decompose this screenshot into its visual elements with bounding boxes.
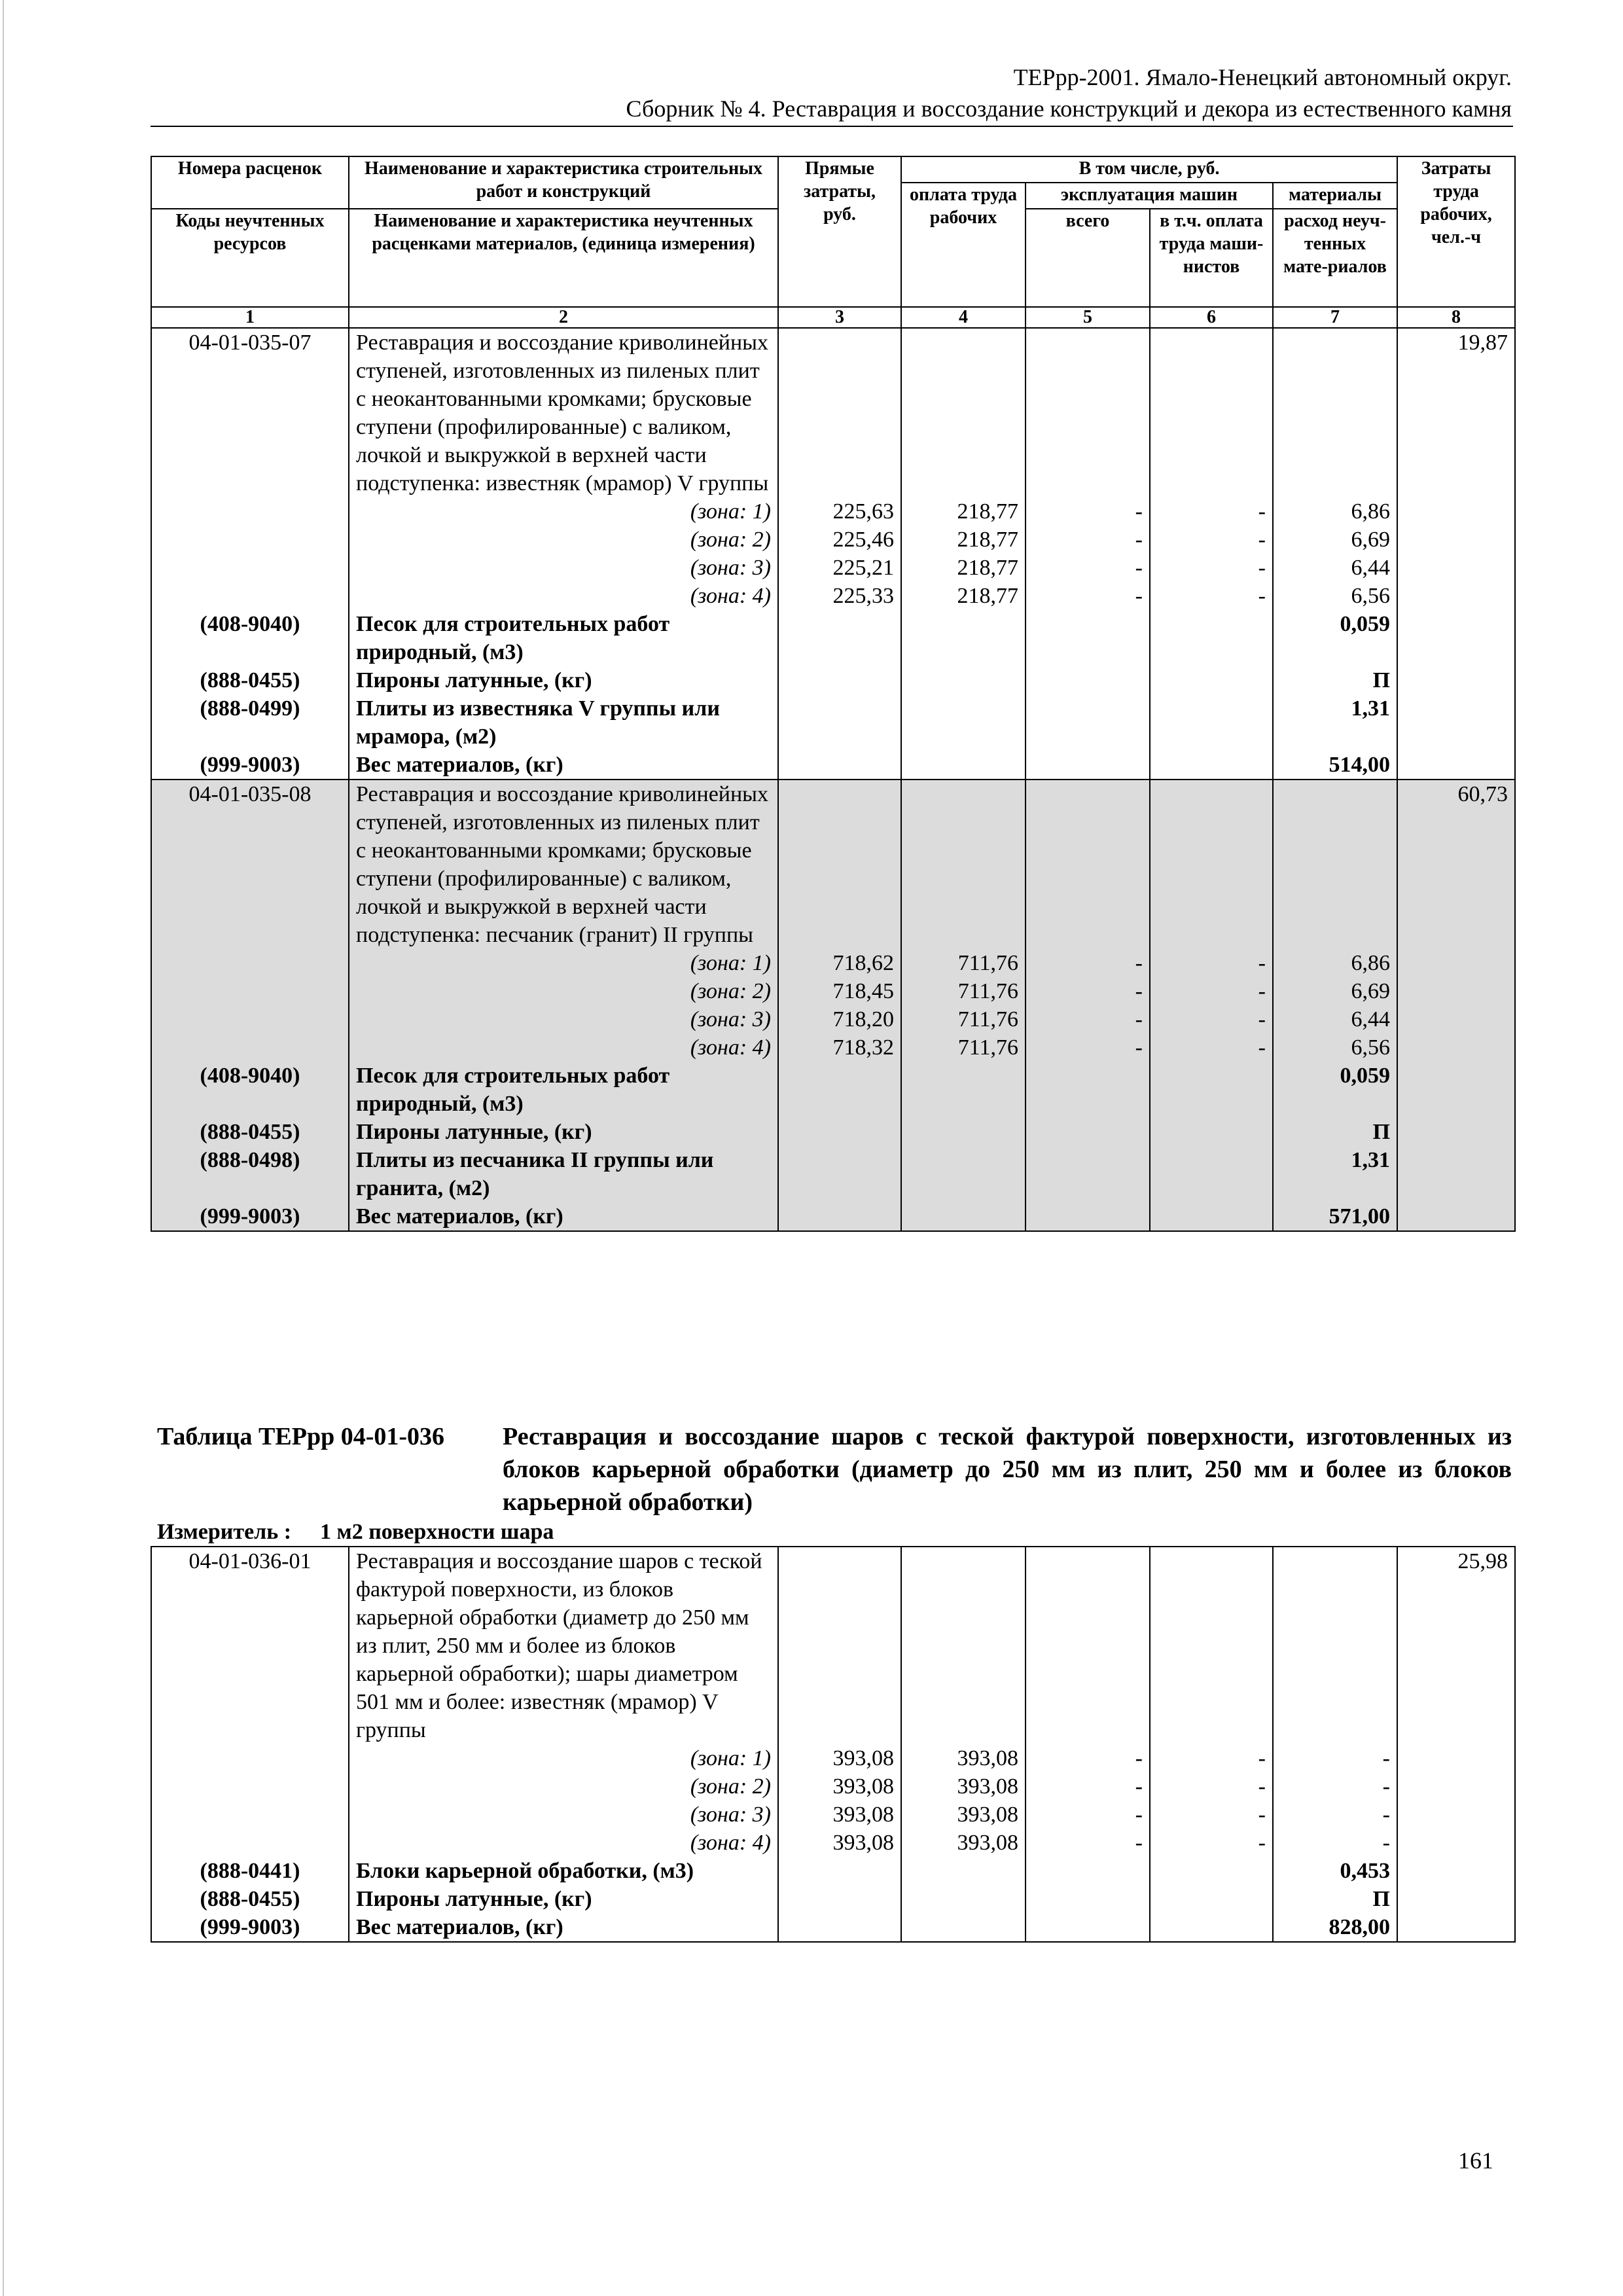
operators-wages: - (1150, 949, 1273, 977)
wages: 711,76 (901, 977, 1026, 1005)
wages: 393,08 (901, 1829, 1026, 1857)
measure-value: 1 м2 поверхности шара (320, 1520, 554, 1544)
machines-total: - (1026, 977, 1150, 1005)
resource-value: 0,059 (1273, 610, 1397, 666)
page-number: 161 (1458, 2147, 1493, 2174)
direct-costs: 393,08 (778, 1829, 901, 1857)
labor-cost: 60,73 (1397, 780, 1515, 949)
resource-code: (888-0455) (151, 1118, 349, 1146)
resource-value: 0,059 (1273, 1062, 1397, 1118)
resource-code: (999-9003) (151, 751, 349, 780)
resource-value: П (1273, 1118, 1397, 1146)
col-materials-group: материалы (1273, 183, 1397, 209)
resource-row (151, 1885, 1515, 1913)
wages: 393,08 (901, 1772, 1026, 1801)
resource-value: 828,00 (1273, 1913, 1397, 1942)
running-header-title: ТЕРрр-2001. Ямало-Ненецкий автономный округ. (1013, 64, 1512, 90)
resource-code: (888-0441) (151, 1857, 349, 1885)
direct-costs: 393,08 (778, 1772, 901, 1801)
col-work-name: Наименование и характеристика строительных работ и конструкций (349, 156, 778, 209)
zone-label: (зона: 4) (349, 582, 778, 610)
direct-costs: 225,63 (778, 497, 901, 526)
col-labor-costs: Затраты труда рабочих, чел.-ч (1397, 156, 1515, 307)
labor-cost: 25,98 (1397, 1547, 1515, 1744)
zone-label: (зона: 2) (349, 1772, 778, 1801)
resource-name: Плиты из песчаника II группы или гранита, (м2) (349, 1146, 778, 1202)
resource-row (151, 1857, 1515, 1885)
resource-name: Вес материалов, (кг) (349, 1202, 778, 1231)
rates-table-2 (151, 1546, 1516, 1943)
rate-row (151, 328, 1515, 497)
zone-label: (зона: 2) (349, 526, 778, 554)
measure-label: Измеритель : (157, 1520, 292, 1544)
wages: 218,77 (901, 554, 1026, 582)
rate-name: Реставрация и воссоздание криволинейных ступеней, изготовленных из пиленых плит с неокантованными кромками; брусковые ступени (профилированные) с валиком, лочкой и выкружкой в верхней части подступенка: песчаник (гранит) II группы (349, 780, 778, 949)
zone-row (151, 554, 1515, 582)
zone-row (151, 526, 1515, 554)
zone-row (151, 949, 1515, 977)
resource-row (151, 1202, 1515, 1231)
resource-code: (888-0499) (151, 694, 349, 751)
wages: 218,77 (901, 582, 1026, 610)
wages: 218,77 (901, 497, 1026, 526)
resource-code: (408-9040) (151, 610, 349, 666)
resource-row (151, 1146, 1515, 1202)
machines-total: - (1026, 1772, 1150, 1801)
zone-row (151, 1005, 1515, 1033)
resource-name: Песок для строительных работ природный, (м3) (349, 1062, 778, 1118)
resource-name: Пироны латунные, (кг) (349, 666, 778, 694)
operators-wages: - (1150, 554, 1273, 582)
col-machines-group: эксплуатация машин (1026, 183, 1273, 209)
zone-row (151, 1772, 1515, 1801)
materials-cost: - (1273, 1772, 1397, 1801)
zone-row (151, 1033, 1515, 1062)
table-header (151, 156, 1515, 307)
zone-row (151, 582, 1515, 610)
table-label: Таблица ТЕРрр 04-01-036 (157, 1423, 445, 1450)
resource-code: (888-0455) (151, 666, 349, 694)
col-machines-total: всего (1026, 209, 1150, 307)
resource-value: 1,31 (1273, 694, 1397, 751)
materials-cost: 6,56 (1273, 1033, 1397, 1062)
zone-row (151, 1829, 1515, 1857)
rate-row (151, 780, 1515, 949)
machines-total: - (1026, 1005, 1150, 1033)
rate-code: 04-01-035-07 (151, 328, 349, 497)
resource-code: (999-9003) (151, 1913, 349, 1942)
materials-cost: - (1273, 1829, 1397, 1857)
machines-total: - (1026, 554, 1150, 582)
resource-row (151, 610, 1515, 666)
wages: 711,76 (901, 1005, 1026, 1033)
materials-cost: 6,86 (1273, 497, 1397, 526)
resource-name: Пироны латунные, (кг) (349, 1885, 778, 1913)
operators-wages: - (1150, 1033, 1273, 1062)
table-title-text: Реставрация и воссоздание шаров с теской фактурой поверхности, изготовленных из блоков карьерной обработки (диаметр до 250 мм из плит, 250 мм и более из блоков карьерной обработки) (503, 1423, 1512, 1516)
zone-row (151, 497, 1515, 526)
col-direct-costs: Прямые затраты, руб. (778, 156, 901, 307)
zone-label: (зона: 3) (349, 1005, 778, 1033)
operators-wages: - (1150, 1772, 1273, 1801)
rate-name: Реставрация и воссоздание шаров с теской фактурой поверхности, из блоков карьерной обработки (диаметр до 250 мм из плит, 250 мм и более из блоков карьерной обработки); шары диаметром 501 мм и более: известняк (мрамор) V группы (349, 1547, 778, 1744)
zone-label: (зона: 1) (349, 1744, 778, 1772)
operators-wages: - (1150, 1744, 1273, 1772)
labor-cost: 19,87 (1397, 328, 1515, 497)
materials-cost: 6,69 (1273, 977, 1397, 1005)
zone-row (151, 1801, 1515, 1829)
col-rate-numbers: Номера расценок (151, 156, 349, 209)
rate-row (151, 1547, 1515, 1744)
resource-row (151, 1913, 1515, 1942)
table-1-body (151, 328, 1515, 1231)
resource-name: Вес материалов, (кг) (349, 751, 778, 780)
direct-costs: 225,21 (778, 554, 901, 582)
materials-cost: 6,44 (1273, 1005, 1397, 1033)
machines-total: - (1026, 1033, 1150, 1062)
col-resource-codes: Коды неучтенных ресурсов (151, 209, 349, 307)
zone-label: (зона: 4) (349, 1829, 778, 1857)
resource-row (151, 1118, 1515, 1146)
zone-label: (зона: 2) (349, 977, 778, 1005)
direct-costs: 225,33 (778, 582, 901, 610)
resource-name: Песок для строительных работ природный, (м3) (349, 610, 778, 666)
page-edge-rule (3, 0, 4, 2296)
machines-total: - (1026, 497, 1150, 526)
header-rule (151, 126, 1513, 127)
col-material-name: Наименование и характеристика неучтенных расценками материалов, (единица измерения) (349, 209, 778, 307)
rate-name: Реставрация и воссоздание криволинейных ступеней, изготовленных из пиленых плит с неокантованными кромками; брусковые ступени (профилированные) с валиком, лочкой и выкружкой в верхней части подступенка: известняк (мрамор) V группы (349, 328, 778, 497)
direct-costs: 718,20 (778, 1005, 901, 1033)
resource-row (151, 666, 1515, 694)
materials-cost: 6,69 (1273, 526, 1397, 554)
resource-value: 514,00 (1273, 751, 1397, 780)
measure-line (157, 1518, 554, 1546)
resource-name: Блоки карьерной обработки, (м3) (349, 1857, 778, 1885)
direct-costs: 718,45 (778, 977, 901, 1005)
direct-costs: 718,32 (778, 1033, 901, 1062)
resource-name: Вес материалов, (кг) (349, 1913, 778, 1942)
machines-total: - (1026, 582, 1150, 610)
zone-label: (зона: 1) (349, 949, 778, 977)
resource-name: Плиты из известняка V группы или мрамора, (м2) (349, 694, 778, 751)
materials-cost: - (1273, 1744, 1397, 1772)
operators-wages: - (1150, 526, 1273, 554)
direct-costs: 393,08 (778, 1801, 901, 1829)
materials-cost: 6,44 (1273, 554, 1397, 582)
resource-row (151, 1062, 1515, 1118)
col-material-use: расход неуч-тенных мате-риалов (1273, 209, 1397, 307)
operators-wages: - (1150, 1801, 1273, 1829)
wages: 218,77 (901, 526, 1026, 554)
zone-row (151, 977, 1515, 1005)
wages: 393,08 (901, 1801, 1026, 1829)
resource-name: Пироны латунные, (кг) (349, 1118, 778, 1146)
direct-costs: 393,08 (778, 1744, 901, 1772)
zone-label: (зона: 1) (349, 497, 778, 526)
zone-row (151, 1744, 1515, 1772)
wages: 393,08 (901, 1744, 1026, 1772)
materials-cost: 6,86 (1273, 949, 1397, 977)
zone-label: (зона: 4) (349, 1033, 778, 1062)
resource-code: (999-9003) (151, 1202, 349, 1231)
column-numbers-row: 1 2 3 4 5 6 7 8 (151, 307, 1515, 328)
direct-costs: 718,62 (778, 949, 901, 977)
resource-code: (408-9040) (151, 1062, 349, 1118)
materials-cost: 6,56 (1273, 582, 1397, 610)
running-header-subtitle: Сборник № 4. Реставрация и воссоздание конструкций и декора из естественного камня (626, 96, 1512, 122)
resource-code: (888-0455) (151, 1885, 349, 1913)
direct-costs: 225,46 (778, 526, 901, 554)
zone-label: (зона: 3) (349, 554, 778, 582)
operators-wages: - (1150, 1829, 1273, 1857)
col-wages: оплата труда рабочих (901, 183, 1026, 307)
wages: 711,76 (901, 949, 1026, 977)
machines-total: - (1026, 1829, 1150, 1857)
rates-table-1 (151, 156, 1516, 1232)
resource-value: 571,00 (1273, 1202, 1397, 1231)
operators-wages: - (1150, 582, 1273, 610)
resource-value: П (1273, 666, 1397, 694)
zone-label: (зона: 3) (349, 1801, 778, 1829)
resource-value: 1,31 (1273, 1146, 1397, 1202)
table-2-body (151, 1547, 1515, 1942)
materials-cost: - (1273, 1801, 1397, 1829)
wages: 711,76 (901, 1033, 1026, 1062)
machines-total: - (1026, 526, 1150, 554)
resource-row (151, 694, 1515, 751)
machines-total: - (1026, 1744, 1150, 1772)
resource-value: 0,453 (1273, 1857, 1397, 1885)
col-operators-wages: в т.ч. оплата труда маши-нистов (1150, 209, 1273, 307)
machines-total: - (1026, 1801, 1150, 1829)
machines-total: - (1026, 949, 1150, 977)
operators-wages: - (1150, 497, 1273, 526)
resource-code: (888-0498) (151, 1146, 349, 1202)
resource-value: П (1273, 1885, 1397, 1913)
resource-row (151, 751, 1515, 780)
operators-wages: - (1150, 977, 1273, 1005)
rate-code: 04-01-035-08 (151, 780, 349, 949)
col-including: В том числе, руб. (901, 156, 1397, 183)
operators-wages: - (1150, 1005, 1273, 1033)
rate-code: 04-01-036-01 (151, 1547, 349, 1744)
